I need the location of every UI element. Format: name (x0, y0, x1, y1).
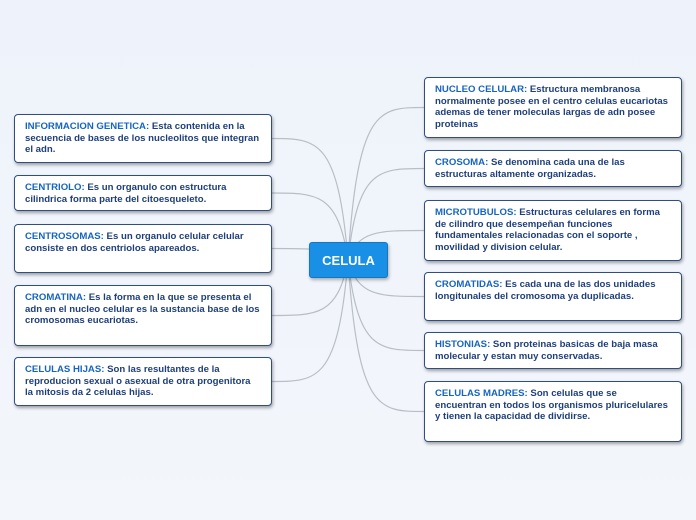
topic-text: Es un organulo celular celular consiste en dos centriolos apareados. (25, 231, 244, 254)
topic-title: CELULAS HIJAS: (25, 364, 105, 375)
topic-title: CROSOMA: (435, 157, 489, 168)
topic-text: Es cada una de las dos unidades longitunales del cromosoma ya duplicadas. (435, 279, 656, 302)
topic-title: MICROTUBULOS: (435, 207, 517, 218)
topic-text: Estructuras celulares en forma de cilindro que desempeñan funciones fundamentales relacionadas con el soporte , movilidad y division celular. (435, 207, 660, 253)
topic-microtubulos[interactable] (424, 200, 682, 261)
topic-title: HISTONIAS: (435, 339, 491, 350)
topic-celulas-madres[interactable] (424, 381, 682, 442)
topic-title: NUCLEO CELULAR: (435, 84, 528, 95)
central-topic-label: CELULA (322, 252, 375, 268)
topic-text: Esta contenida en la secuencia de bases de los nucleolitos que integran el adn. (25, 121, 260, 156)
topic-title: CROMATIDAS: (435, 279, 503, 290)
topic-cromatina[interactable] (14, 285, 272, 346)
topic-text: Se denomina cada una de las estructuras altamente organizadas. (435, 157, 625, 180)
topic-text: Es la forma en la que se presenta el adn en el nucleo celular es la sustancia base de los cromosomas eucariotas. (25, 292, 260, 327)
topic-text: Es un organulo con estructura cilindrica forma parte del citoesqueleto. (25, 182, 227, 205)
topic-celulas-hijas[interactable] (14, 357, 272, 406)
topic-crosoma[interactable] (424, 150, 682, 187)
topic-title: CENTROSOMAS: (25, 231, 104, 242)
topic-centrosomas[interactable] (14, 224, 272, 273)
connector-line (348, 108, 424, 261)
connector-line (272, 260, 348, 382)
central-topic[interactable] (309, 242, 388, 278)
topic-title: CENTRIOLO: (25, 182, 85, 193)
topic-text: Son proteinas basicas de baja masa molecular y estan muy conservadas. (435, 339, 658, 362)
topic-text: Estructura membranosa normalmente posee en el centro celulas eucariotas ademas de tener moleculas largas de adn posee proteinas (435, 84, 669, 130)
topic-title: CROMATINA: (25, 292, 87, 303)
topic-histonias[interactable] (424, 332, 682, 369)
topic-title: INFORMACION GENETICA: (25, 121, 150, 132)
topic-text: Son las resultantes de la reproducion sexual o asexual de otra progenitora la mitosis da 2 celulas hijas. (25, 364, 251, 399)
topic-cromatidas[interactable] (424, 272, 682, 321)
topic-informacion-genetica[interactable] (14, 114, 272, 163)
topic-text: Son celulas que se encuentran en todos los organismos pluricelulares y tienen la capacidad de dividirse. (435, 388, 668, 423)
topic-centriolo[interactable] (14, 175, 272, 211)
topic-nucleo-celular[interactable] (424, 77, 682, 138)
topic-title: CELULAS MADRES: (435, 388, 528, 399)
